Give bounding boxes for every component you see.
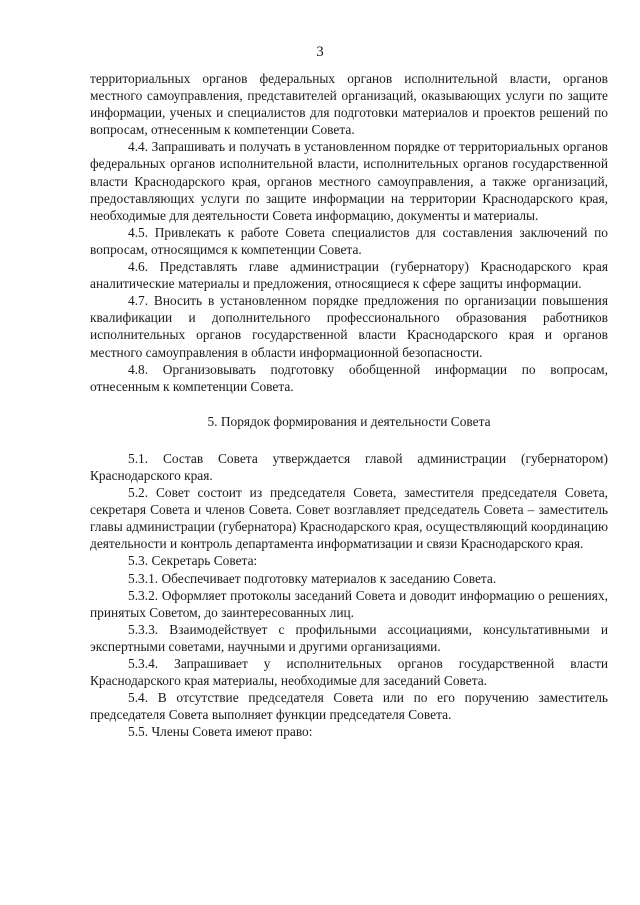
paragraph-4-6	[90, 258, 608, 292]
paragraph-text: Привлекать к работе Совета специалистов для составления заключений по вопросам, относящимся к компетенции Совета.	[90, 224, 608, 257]
paragraph-number: 5.4.	[128, 690, 149, 706]
paragraph-4-5	[90, 224, 608, 258]
paragraph-text: Обеспечивает подготовку материалов к заседанию Совета.	[161, 570, 497, 586]
paragraph-text: Секретарь Совета:	[151, 553, 258, 569]
paragraph-continuation	[90, 70, 608, 138]
paragraph-5-4	[90, 689, 608, 723]
page-number: 3	[316, 44, 324, 60]
paragraph-5-3-2	[90, 587, 608, 621]
paragraph-number: 5.3.4.	[128, 656, 159, 671]
paragraph-text: территориальных органов федеральных органов исполнительной власти, органов местного самоуправления, представителей организаций, оказывающих услуги по защите информации, ученых и специалистов для подготовки материалов и проектов решений по вопросам, отнесенным к компетенции Совета.	[90, 71, 608, 138]
paragraph-number: 4.4.	[128, 139, 149, 155]
paragraph-4-7	[90, 292, 608, 360]
paragraph-5-3-1	[90, 570, 608, 587]
paragraph-text: Оформляет протоколы заседаний Совета и доводит информацию о решениях, принятых Советом, до заинтересованных лиц.	[90, 587, 608, 620]
paragraph-number: 4.7.	[128, 293, 149, 309]
paragraph-number: 4.8.	[128, 361, 149, 377]
paragraph-number: 5.2.	[128, 485, 149, 501]
paragraph-text: Представлять главе администрации (губернатору) Краснодарского края аналитические материалы и предложения, относящиеся к сфере защиты информации.	[90, 259, 608, 292]
document-body	[90, 70, 608, 740]
paragraph-4-4	[90, 138, 608, 223]
paragraph-text: Вносить в установленном порядке предложения по организации повышения квалификации и дополнительного профессионального образования работников исполнительных органов государственной власти Краснодарского края и органов местного самоуправления в области информационной безопасности.	[90, 293, 608, 360]
paragraph-5-3	[90, 552, 608, 569]
paragraph-5-5	[90, 723, 608, 740]
paragraph-number: 5.3.3.	[128, 621, 159, 637]
paragraph-text: Запрашивает у исполнительных органов государственной власти Краснодарского края материалы, необходимые для заседаний Совета.	[90, 656, 608, 689]
paragraph-text: Организовывать подготовку обобщенной информации по вопросам, отнесенным к компетенции Совета.	[90, 361, 608, 394]
section-heading: 5. Порядок формирования и деятельности Совета	[207, 413, 491, 429]
paragraph-number: 5.3.	[128, 553, 149, 569]
paragraph-5-3-4	[90, 655, 608, 689]
paragraph-number: 4.5.	[128, 224, 149, 240]
paragraph-number: 5.5.	[128, 724, 149, 740]
paragraph-number: 5.3.1.	[128, 570, 159, 586]
paragraph-4-8	[90, 361, 608, 395]
paragraph-number: 5.1.	[128, 450, 149, 466]
paragraph-text: Взаимодействует с профильными ассоциациями, консультативными и экспертными советами, научными и другими организациями.	[90, 621, 608, 654]
paragraph-number: 4.6.	[128, 259, 149, 275]
paragraph-text: В отсутствие председателя Совета или по его поручению заместитель председателя Совета выполняет функции председателя Совета.	[90, 690, 608, 723]
paragraph-number: 5.3.2.	[128, 587, 159, 603]
paragraph-5-3-3	[90, 621, 608, 655]
paragraph-text: Запрашивать и получать в установленном порядке от территориальных органов федеральных органов исполнительной власти, исполнительных органов государственной власти Краснодарского края, органов местного самоуправления, а также организаций, предоставляющих услуги по защите информации на территории Краснодарского края, необходимые для деятельности Совета информацию, документы и материалы.	[90, 139, 609, 223]
paragraph-5-1	[90, 450, 608, 484]
paragraph-text: Состав Совета утверждается главой администрации (губернатором) Краснодарского края.	[90, 450, 608, 483]
paragraph-5-2	[90, 484, 608, 552]
paragraph-text: Совет состоит из председателя Совета, заместителя председателя Совета, секретаря Совета и членов Совета. Совет возглавляет председатель Совета – заместитель главы администрации (губернатора) Краснодарского края, осуществляющий координацию деятельности и контроль департамента информатизации и связи Краснодарского края.	[90, 485, 608, 552]
paragraph-text: Члены Совета имеют право:	[151, 724, 313, 740]
